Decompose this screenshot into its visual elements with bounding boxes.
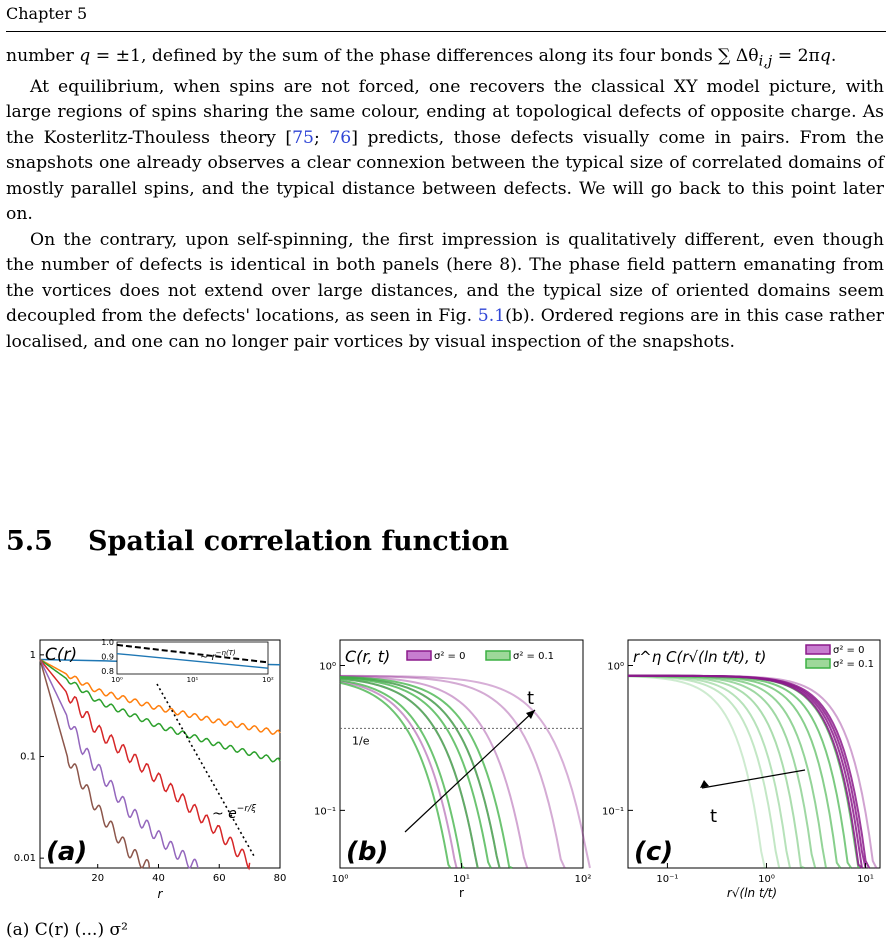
paragraph-3: On the contrary, upon self-spinning, the first impression is qualitatively different, even though the number of defects is identical in both panels (here 8). The phase field pattern emanating from the vortices does not extend over large distances, and the typical size of oriented domains seem decoupled from the defects' locations, as seen in Fig. 5.1(b). Ordered regions are in this case rather localised, and one can no longer pair vortices by visual inspection of the snapshots. xyxy=(6,229,884,352)
panel-label: (a) xyxy=(46,837,88,867)
section-number: 5.5 xyxy=(6,526,53,557)
figure-5-correlation xyxy=(0,600,892,910)
legend-swatch-green xyxy=(486,651,510,660)
one-over-e-label: 1/e xyxy=(352,734,370,748)
y-tick-label: 0.01 xyxy=(13,853,36,865)
paragraph-1: number q = ±1, defined by the sum of the phase differences along its four bonds ∑ $\Delta\theta_{i,j} = 2\pi q$. xyxy=(6,46,837,70)
y-tick-label: 10⁻¹ xyxy=(601,806,624,818)
y-tick-label: 1 xyxy=(29,649,36,661)
time-arrow xyxy=(702,770,805,788)
y-tick-label: 10⁰ xyxy=(319,661,336,673)
x-tick-label: 40 xyxy=(152,873,165,884)
inset-y-tick-label: 1.0 xyxy=(101,638,114,647)
y-tick-label: 10⁻¹ xyxy=(313,806,336,818)
series-line xyxy=(40,660,280,762)
legend-swatch-green xyxy=(806,659,830,668)
citation-link-76[interactable]: 76 xyxy=(329,127,352,148)
x-tick-label: 10² xyxy=(574,874,592,885)
x-axis-label: r xyxy=(157,887,163,901)
panel-c xyxy=(602,640,880,900)
inset-y-tick-label: 0.9 xyxy=(101,652,114,662)
legend-swatch-purple xyxy=(407,651,431,660)
x-tick-label: 10¹ xyxy=(453,874,470,885)
x-axis-label: r√(ln t/t) xyxy=(726,886,778,900)
panel-label: (c) xyxy=(634,837,674,867)
x-tick-label: 10⁰ xyxy=(331,874,349,885)
y-tick-label: 0.1 xyxy=(20,751,36,763)
x-tick-label: 10¹ xyxy=(857,874,874,885)
panel-label: (b) xyxy=(346,837,389,867)
section-heading xyxy=(6,526,509,557)
inset-x-tick-label: 10¹ xyxy=(186,676,199,684)
x-tick-label: 10⁻¹ xyxy=(656,874,679,885)
chart-title: C(r) xyxy=(45,645,78,665)
chart-title: C(r, t) xyxy=(345,647,391,666)
section-title: Spatial correlation function xyxy=(88,526,510,557)
legend-label: σ² = 0 xyxy=(833,645,865,656)
figure-link-5-1[interactable]: 5.1 xyxy=(477,306,506,327)
body-text xyxy=(6,44,884,355)
inset-annotation: ~ $r^{-\eta(T)}$ xyxy=(200,649,236,663)
legend-label: σ² = 0.1 xyxy=(833,659,874,670)
exp-annotation: ~ $e^{-r/\xi}$ xyxy=(212,804,257,822)
x-tick-label: 80 xyxy=(273,873,287,884)
x-axis-label: r xyxy=(459,886,464,900)
panel-a xyxy=(14,638,287,901)
x-tick-label: 20 xyxy=(91,873,105,884)
panel-b xyxy=(314,640,591,900)
chart-title: r^η C(r√(ln t/t), t) xyxy=(633,648,767,666)
x-tick-label: 10⁰ xyxy=(758,874,775,885)
figure-caption: (a) C(r) (...) σ² xyxy=(6,920,128,940)
panel-b-frame xyxy=(340,640,583,868)
legend-label: σ² = 0.1 xyxy=(513,651,554,662)
citation-link-75[interactable]: 75 xyxy=(292,127,314,148)
time-arrow-label: t xyxy=(710,806,718,827)
y-tick-label: 10⁰ xyxy=(607,661,624,673)
inset-x-tick-label: 10² xyxy=(262,676,274,684)
header-rule xyxy=(6,31,886,32)
inset-x-tick-label: 10⁰ xyxy=(111,676,123,684)
time-arrow-label: t xyxy=(527,688,535,709)
legend-label: σ² = 0 xyxy=(434,651,466,662)
inset-y-tick-label: 0.8 xyxy=(101,667,114,677)
paragraph-2: At equilibrium, when spins are not forced, one recovers the classical XY model picture, with large regions of spins sharing the same colour, ending at topological defects of opposite charge. As the Kosterlitz-Thouless theory [75; 76] predicts, those defects visually come in pairs. From the snapshots one already observes a clear connexion between the typical size of correlated domains of mostly parallel spins, and the typical distance between defects. We will go back to this point later on. xyxy=(6,76,884,225)
exp-guide-line xyxy=(157,684,254,856)
x-tick-label: 60 xyxy=(212,873,226,884)
page-header: Chapter 5 xyxy=(6,4,88,23)
legend-swatch-purple xyxy=(806,645,830,654)
